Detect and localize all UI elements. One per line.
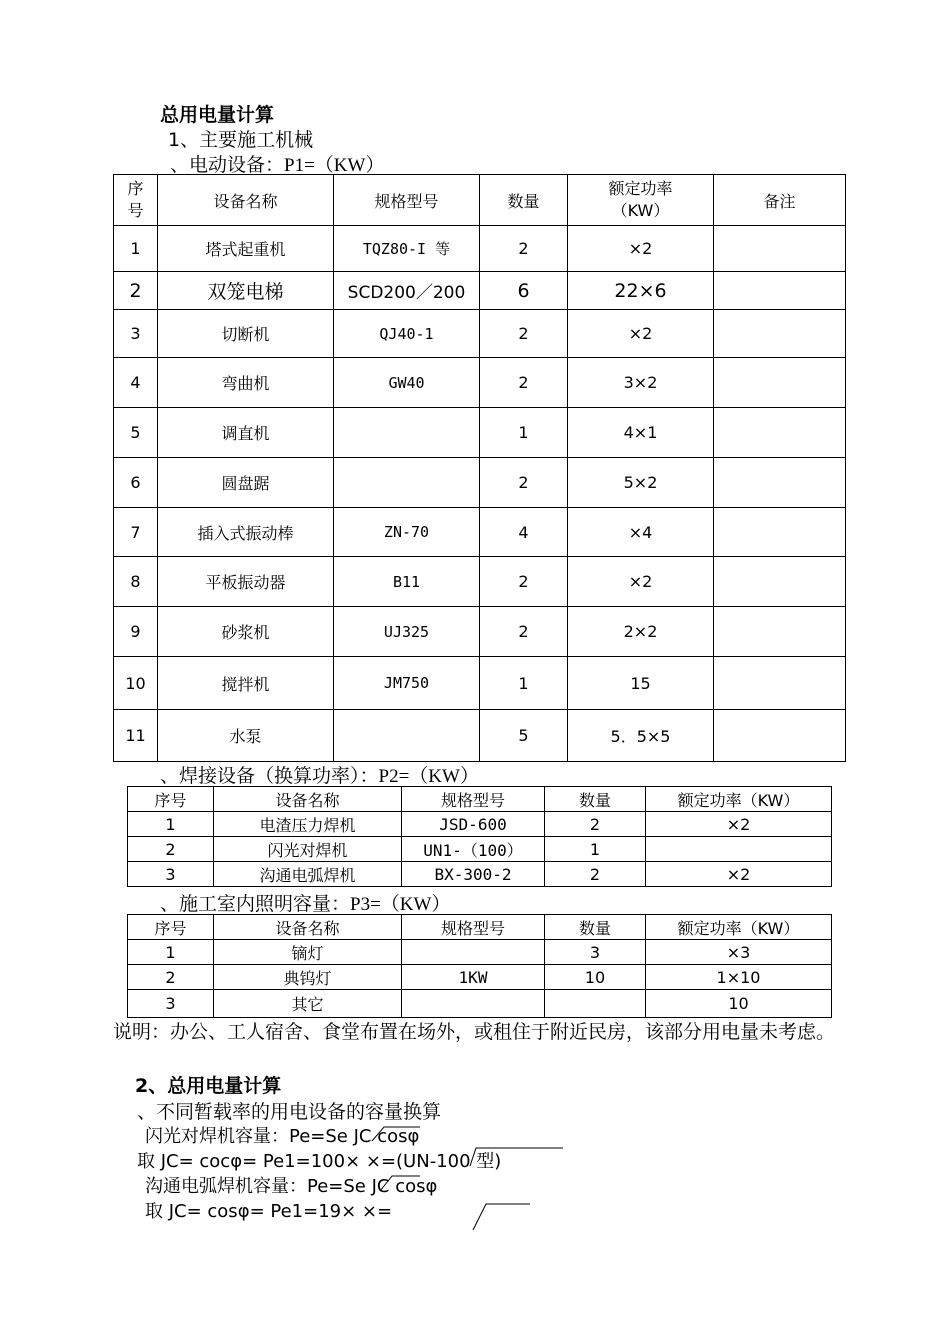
header-cell: 额定功率（KW）	[646, 787, 832, 812]
cell: UN1-（100）	[402, 837, 545, 862]
cell: 22×6	[568, 272, 714, 310]
cell: BX-300-2	[402, 862, 545, 887]
cell: 3	[545, 940, 646, 965]
cell: 2	[114, 272, 158, 310]
cell: 沟通电弧焊机	[214, 862, 402, 887]
cell: 2	[480, 358, 568, 408]
cell: 2	[480, 607, 568, 657]
cell: 塔式起重机	[158, 226, 334, 272]
cell: 1×10	[646, 965, 832, 990]
header-cell: 规格型号	[334, 175, 480, 226]
formula-line-2: 取 JC= cocφ= Pe1=100× ×=(UN-100 型)	[137, 1151, 502, 1172]
cell: 砂浆机	[158, 607, 334, 657]
cell: 调直机	[158, 408, 334, 458]
cell: 10	[646, 990, 832, 1018]
cell: JM750	[334, 657, 480, 710]
p1-formula: P1=（KW）	[284, 155, 385, 176]
cell: 2×2	[568, 607, 714, 657]
cell: 4	[480, 508, 568, 557]
header-cell: 设备名称	[158, 175, 334, 226]
cell: ×2	[646, 862, 832, 887]
header-cell: 数量	[545, 915, 646, 940]
cell: 4×1	[568, 408, 714, 458]
cell: GW40	[334, 358, 480, 408]
cell: 10	[545, 965, 646, 990]
cell: 1	[128, 940, 214, 965]
formula-line-3: 沟通电弧焊机容量：Pe=Se JC cosφ	[145, 1176, 438, 1197]
cell: 双笼电梯	[158, 272, 334, 310]
page-title: 总用电量计算	[160, 104, 275, 126]
header-cell: 额定功率（KW）	[568, 175, 714, 226]
header-cell: 序号	[128, 787, 214, 812]
cell: 1	[480, 408, 568, 458]
cell: ×2	[646, 812, 832, 837]
cell: 插入式振动棒	[158, 508, 334, 557]
sqrt-sign	[473, 1204, 530, 1230]
cell: 圆盘踞	[158, 458, 334, 508]
cell: 3	[114, 310, 158, 358]
header-cell: 设备名称	[214, 915, 402, 940]
header-cell: 序号	[128, 915, 214, 940]
formula-line-1: 闪光对焊机容量：Pe=Se JC cosφ	[145, 1126, 420, 1147]
sub-heading-lighting-text: 、施工室内照明容量：	[160, 893, 351, 915]
cell: 镝灯	[214, 940, 402, 965]
cell: SCD200／200	[334, 272, 480, 310]
cell: 7	[114, 508, 158, 557]
cell: 2	[545, 862, 646, 887]
cell: 2	[128, 965, 214, 990]
cell: 6	[480, 272, 568, 310]
header-cell: 数量	[480, 175, 568, 226]
cell: 15	[568, 657, 714, 710]
header-cell: 设备名称	[214, 787, 402, 812]
cell: 弯曲机	[158, 358, 334, 408]
cell: 切断机	[158, 310, 334, 358]
cell: ×3	[646, 940, 832, 965]
cell: QJ40-1	[334, 310, 480, 358]
cell: 2	[128, 837, 214, 862]
cell: ×4	[568, 508, 714, 557]
header-cell: 序号	[114, 175, 158, 226]
formula-line-4: 取 JC= cosφ= Pe1=19× ×=	[145, 1201, 393, 1222]
header-cell: 规格型号	[402, 787, 545, 812]
section-2-heading: 2、总用电量计算	[135, 1075, 282, 1097]
cell: 2	[480, 458, 568, 508]
cell: 水泵	[158, 710, 334, 762]
cell: ×2	[568, 557, 714, 607]
cell: 1	[114, 226, 158, 272]
sqrt-sign	[380, 1176, 420, 1191]
cell: 搅拌机	[158, 657, 334, 710]
cell: ×2	[568, 310, 714, 358]
cell: ZN-70	[334, 508, 480, 557]
cell: 1KW	[402, 965, 545, 990]
cell: 2	[480, 226, 568, 272]
cell: 2	[480, 557, 568, 607]
sub-heading-electric-text: 、电动设备：	[170, 154, 285, 176]
cell: 3	[128, 990, 214, 1018]
cell: 5×2	[568, 458, 714, 508]
sub-heading-conversion: 、不同暂载率的用电设备的容量换算	[137, 1101, 442, 1123]
header-cell: 规格型号	[402, 915, 545, 940]
header-cell: 数量	[545, 787, 646, 812]
cell: 6	[114, 458, 158, 508]
sqrt-sign	[470, 1148, 563, 1166]
cell: UJ325	[334, 607, 480, 657]
cell: ×2	[568, 226, 714, 272]
cell: 9	[114, 607, 158, 657]
section-1-heading: 1、主要施工机械	[168, 129, 314, 151]
cell: 其它	[214, 990, 402, 1018]
cell: 闪光对焊机	[214, 837, 402, 862]
cell: TQZ80-I 等	[334, 226, 480, 272]
header-cell: 备注	[714, 175, 846, 226]
sub-heading-welding-text: 、焊接设备（换算功率）：	[160, 765, 379, 787]
cell: JSD-600	[402, 812, 545, 837]
p2-formula: P2=（KW）	[378, 766, 479, 787]
sqrt-sign	[372, 1127, 420, 1141]
note-paragraph: 说明：办公、工人宿舍、食堂布置在场外，或租住于附近民房，该部分用电量未考虑。	[113, 1021, 836, 1043]
cell: 电渣压力焊机	[214, 812, 402, 837]
cell: 3×2	[568, 358, 714, 408]
cell: 1	[480, 657, 568, 710]
cell: 5	[480, 710, 568, 762]
cell: 4	[114, 358, 158, 408]
cell: 典钨灯	[214, 965, 402, 990]
cell: 1	[128, 812, 214, 837]
cell: 3	[128, 862, 214, 887]
cell: 10	[114, 657, 158, 710]
cell: 5．5×5	[568, 710, 714, 762]
cell: 平板振动器	[158, 557, 334, 607]
cell: 11	[114, 710, 158, 762]
header-cell: 额定功率（KW）	[646, 915, 832, 940]
cell: 2	[480, 310, 568, 358]
p3-formula: P3=（KW）	[350, 894, 451, 915]
cell: B11	[334, 557, 480, 607]
cell: 8	[114, 557, 158, 607]
cell: 2	[545, 812, 646, 837]
cell: 5	[114, 408, 158, 458]
cell: 1	[545, 837, 646, 862]
